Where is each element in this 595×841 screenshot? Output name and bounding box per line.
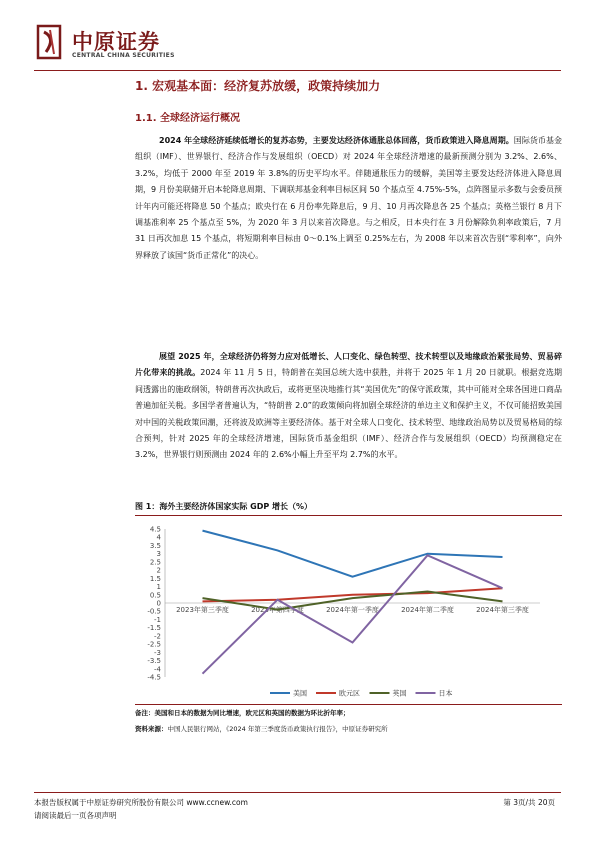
- y-tick-label: 3.5: [149, 541, 161, 550]
- y-tick-label: -1: [154, 615, 161, 624]
- y-axis: [147, 526, 165, 682]
- legend-label: 欧元区: [339, 689, 360, 698]
- paragraph-outlook-2025: [135, 349, 562, 464]
- paragraph-lead: 2024 年全球经济延续低增长的复苏态势，主要发达经济体通胀总体回落，货币政策进入降息周期。: [159, 136, 514, 145]
- y-tick-label: 4: [156, 533, 161, 542]
- y-tick-label: 1: [156, 583, 161, 592]
- footer-copyright: 本报告版权属于中原证券研究所股份有限公司 www.ccnew.com: [34, 798, 248, 807]
- section-heading: 1. 宏观基本面：经济复苏放缓，政策持续加力: [135, 79, 381, 93]
- footer-disclaimer: 请阅读最后一页各项声明: [34, 811, 117, 820]
- x-axis: [165, 603, 540, 614]
- y-tick-label: 0.5: [149, 591, 161, 600]
- figure-bottom-rule: [135, 704, 562, 705]
- series-line: [203, 555, 503, 673]
- y-tick-label: 1.5: [149, 574, 161, 583]
- paragraph-body: 2024 年 11 月 5 日，特朗普在美国总统大选中获胜，并将于 2025 年 1 月 20 日就职。根据竞选期间透露出的施政纲领，特朗普再次执政后，或将更坚决地推行其“美国优先”的保守派政策，其中可能对全球各国进口商品普遍加征关税。多国学者普遍认为，“特朗普 2.0”的政策倾向将加剧全球经济的单边主义和保护主义，不仅可能招致美国对中国的关税政策回潮，还将波及欧洲等主要经济体。基于对全球人口变化、技术转型、地缘政治局势以及贸易格局的综合预判，针对 2025 年的全球经济增速，国际货币基金组织（IMF）、经济合作与发展组织（OECD）均预测稳定在 3.2%，世界银行则预测由 2024 年的 2.6%小幅上升至平均 2.7%的水平。: [135, 368, 563, 460]
- y-tick-label: 2: [156, 566, 161, 575]
- y-tick-label: -2: [154, 632, 161, 641]
- footer-divider: [34, 792, 561, 793]
- series-lines: [203, 531, 503, 674]
- logo-text-cn: 中原证券: [72, 30, 160, 54]
- y-tick-label: 2.5: [149, 558, 161, 567]
- source-label: 资料来源：: [135, 725, 168, 733]
- legend-label: 英国: [392, 689, 407, 698]
- source-text: 中国人民银行网站，《2024 年第三季度货币政策执行报告》，中原证券研究所: [167, 725, 388, 733]
- paragraph-global-economy: [135, 133, 562, 264]
- figure-source: [135, 724, 388, 733]
- x-tick-label: 2024年第三季度: [476, 606, 529, 614]
- y-tick-label: -3.5: [147, 657, 161, 666]
- y-tick-label: -3: [154, 648, 161, 657]
- y-tick-label: -4: [154, 665, 161, 674]
- x-tick-label: 2024年第一季度: [326, 606, 379, 614]
- paragraph-lead: 展望 2025 年，全球经济仍将努力应对低增长、人口变化、绿色转型、技术转型以及地缘政治紧张局势、贸易碎片化带来的挑战。: [135, 352, 562, 378]
- company-logo: [34, 24, 184, 68]
- y-tick-label: 0: [156, 599, 161, 608]
- header-divider: [34, 70, 561, 71]
- y-tick-label: 3: [156, 550, 161, 559]
- y-tick-label: -0.5: [147, 607, 161, 616]
- paragraph-body: 国际货币基金组织（IMF）、世界银行、经济合作与发展组织（OECD）对 2024 年全球经济增速的最新预测分别为 3.2%、2.6%、3.2%，均低于 2000 年至 2019 年 3.8%的历史平均水平。伴随通胀压力的缓解，美国等主要发达经济体进入降息周期，9 月份美联储开启本轮降息周期、下调联邦基金利率目标区间 50 个基点至 4.75%-5%，点阵图显示多数与会委员预计年内可能还将降息 50 个基点；欧央行在 6 月份率先降息后，9 月、10 月再次降息各 25 个基点；英格兰银行 8 月下调基准利率 25 个基点至 5%，为 2020 年 3 月以来首次降息。与之相反，日本央行在 3 月份解除负利率政策后，7 月 31 日再次加息 15 个基点，将短期利率目标由 0～0.1%上调至 0.25%左右，为 2008 年以来首次告别“零利率”，向外界释放了该国“货币正常化”的决心。: [135, 136, 563, 260]
- x-tick-label: 2024年第二季度: [401, 606, 454, 614]
- y-tick-label: 4.5: [149, 525, 161, 534]
- legend-label: 美国: [293, 689, 307, 698]
- series-line: [203, 531, 503, 577]
- logo-mark-icon: [34, 24, 64, 60]
- x-tick-label: 2023年第三季度: [176, 606, 229, 614]
- page-number: 第 3页/共 20页: [503, 798, 555, 807]
- y-tick-label: -2.5: [147, 640, 161, 649]
- figure-title: 图 1：海外主要经济体国家实际 GDP 增长（%）: [135, 502, 313, 511]
- logo-text-en: CENTRAL CHINA SECURITIES: [72, 52, 175, 59]
- subsection-heading: 1.1. 全球经济运行概况: [135, 113, 240, 124]
- y-tick-label: -4.5: [147, 673, 161, 682]
- legend-label: 日本: [438, 689, 453, 698]
- x-tick-label: 2023年第四季度: [251, 606, 304, 614]
- figure-top-rule: [135, 515, 562, 516]
- y-tick-label: -1.5: [147, 624, 161, 633]
- chart-legend: [270, 689, 453, 698]
- figure-note: 备注：美国和日本的数据为同比增速，欧元区和英国的数据为环比折年率；: [135, 709, 350, 717]
- gdp-line-chart: [135, 517, 562, 703]
